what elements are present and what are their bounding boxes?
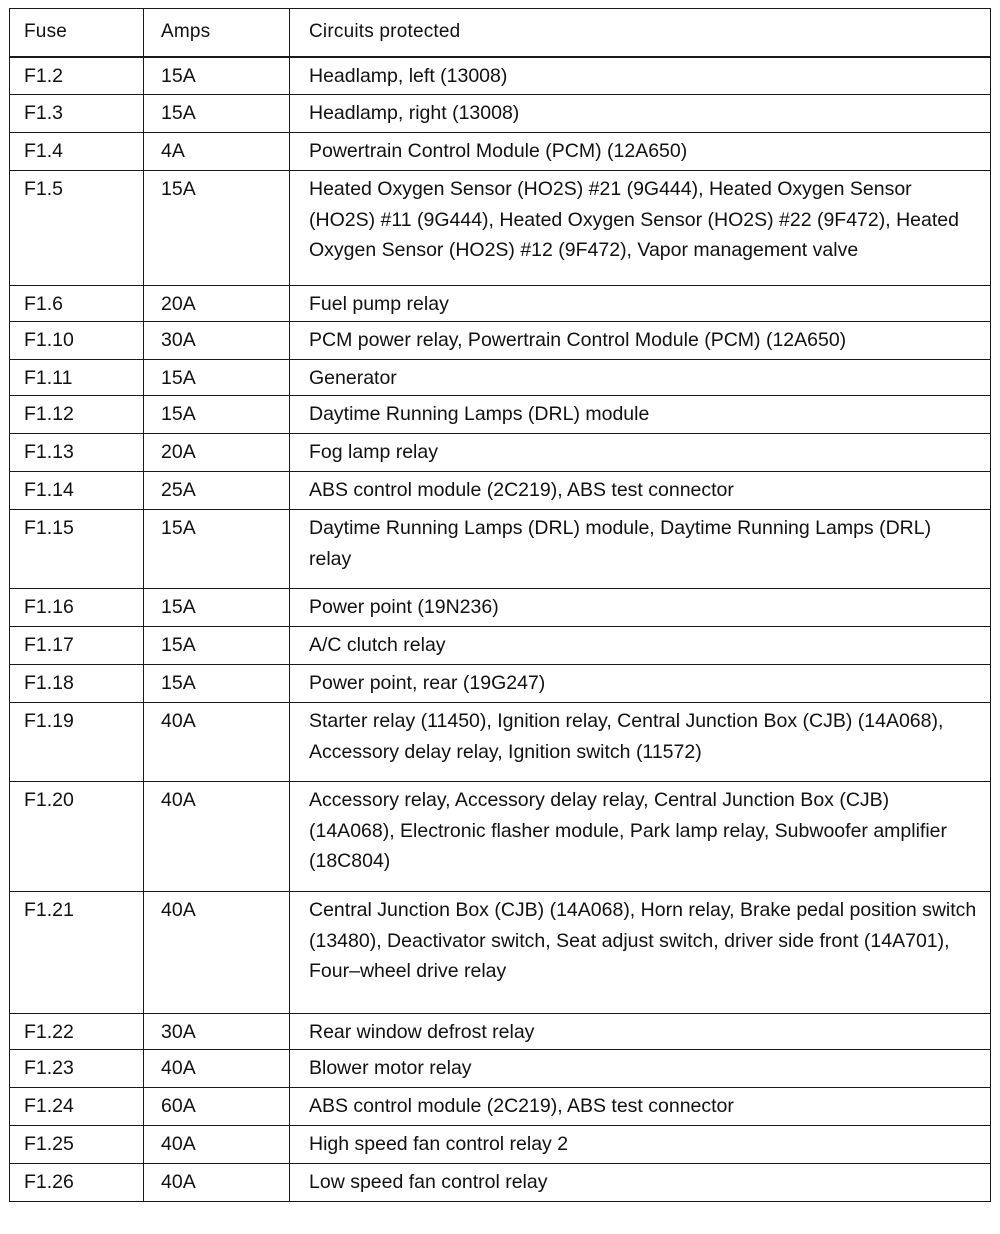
cell-circuits: Starter relay (11450), Ignition relay, Central Junction Box (CJB) (14A068), Accessory delay relay, Ignition switch (11572) (290, 703, 991, 782)
cell-circuits: Power point (19N236) (290, 589, 991, 627)
cell-amps: 40A (144, 703, 290, 782)
cell-fuse: F1.26 (10, 1164, 144, 1202)
cell-circuits: Low speed fan control relay (290, 1164, 991, 1202)
cell-fuse: F1.3 (10, 95, 144, 133)
cell-amps: 40A (144, 892, 290, 1014)
cell-circuits: Heated Oxygen Sensor (HO2S) #21 (9G444), Heated Oxygen Sensor (HO2S) #11 (9G444), Heated Oxygen Sensor (HO2S) #22 (9F472), Heated Oxygen Sensor (HO2S) #12 (9F472), Vapor management valve (290, 171, 991, 286)
table-row (10, 1126, 991, 1164)
cell-amps: 20A (144, 434, 290, 472)
cell-amps: 15A (144, 360, 290, 396)
cell-amps: 60A (144, 1088, 290, 1126)
header-circuits: Circuits protected (290, 9, 991, 57)
table-row (10, 286, 991, 322)
header-amps: Amps (144, 9, 290, 57)
header-row (10, 9, 991, 57)
cell-circuits: Blower motor relay (290, 1050, 991, 1088)
cell-fuse: F1.18 (10, 665, 144, 703)
cell-fuse: F1.24 (10, 1088, 144, 1126)
table-row (10, 589, 991, 627)
table-row (10, 627, 991, 665)
cell-fuse: F1.14 (10, 472, 144, 510)
cell-fuse: F1.15 (10, 510, 144, 589)
cell-circuits: Headlamp, left (13008) (290, 57, 991, 95)
table-row (10, 1050, 991, 1088)
cell-circuits: Daytime Running Lamps (DRL) module (290, 396, 991, 434)
cell-amps: 15A (144, 627, 290, 665)
cell-fuse: F1.10 (10, 322, 144, 360)
table-row (10, 703, 991, 782)
cell-amps: 40A (144, 1050, 290, 1088)
cell-amps: 15A (144, 665, 290, 703)
cell-circuits: Accessory relay, Accessory delay relay, Central Junction Box (CJB) (14A068), Electronic flasher module, Park lamp relay, Subwoofer amplifier (18C804) (290, 782, 991, 892)
table-row (10, 1164, 991, 1202)
table-row (10, 396, 991, 434)
cell-amps: 20A (144, 286, 290, 322)
table-row (10, 322, 991, 360)
cell-fuse: F1.23 (10, 1050, 144, 1088)
cell-circuits: Daytime Running Lamps (DRL) module, Daytime Running Lamps (DRL) relay (290, 510, 991, 589)
cell-amps: 15A (144, 510, 290, 589)
table-row (10, 665, 991, 703)
cell-circuits: Power point, rear (19G247) (290, 665, 991, 703)
cell-fuse: F1.21 (10, 892, 144, 1014)
table-header (10, 9, 991, 57)
cell-circuits: PCM power relay, Powertrain Control Module (PCM) (12A650) (290, 322, 991, 360)
cell-fuse: F1.4 (10, 133, 144, 171)
cell-circuits: High speed fan control relay 2 (290, 1126, 991, 1164)
cell-fuse: F1.25 (10, 1126, 144, 1164)
cell-fuse: F1.13 (10, 434, 144, 472)
cell-fuse: F1.2 (10, 57, 144, 95)
cell-circuits: Generator (290, 360, 991, 396)
cell-circuits: Headlamp, right (13008) (290, 95, 991, 133)
header-fuse: Fuse (10, 9, 144, 57)
table-row (10, 782, 991, 892)
cell-circuits: Rear window defrost relay (290, 1014, 991, 1050)
cell-fuse: F1.19 (10, 703, 144, 782)
table-row (10, 360, 991, 396)
cell-amps: 30A (144, 322, 290, 360)
cell-circuits: Central Junction Box (CJB) (14A068), Horn relay, Brake pedal position switch (13480), Deactivator switch, Seat adjust switch, driver side front (14A701), Four–wheel drive relay (290, 892, 991, 1014)
cell-fuse: F1.20 (10, 782, 144, 892)
cell-fuse: F1.22 (10, 1014, 144, 1050)
cell-circuits: ABS control module (2C219), ABS test connector (290, 472, 991, 510)
cell-amps: 15A (144, 57, 290, 95)
fuse-table (9, 8, 991, 1202)
cell-amps: 30A (144, 1014, 290, 1050)
table-row (10, 57, 991, 95)
cell-fuse: F1.16 (10, 589, 144, 627)
cell-fuse: F1.5 (10, 171, 144, 286)
cell-circuits: Powertrain Control Module (PCM) (12A650) (290, 133, 991, 171)
cell-amps: 15A (144, 95, 290, 133)
table-row (10, 510, 991, 589)
cell-fuse: F1.11 (10, 360, 144, 396)
cell-circuits: Fog lamp relay (290, 434, 991, 472)
cell-circuits: A/C clutch relay (290, 627, 991, 665)
table-row (10, 1014, 991, 1050)
table-row (10, 133, 991, 171)
cell-circuits: ABS control module (2C219), ABS test connector (290, 1088, 991, 1126)
cell-amps: 15A (144, 589, 290, 627)
table-row (10, 472, 991, 510)
cell-amps: 40A (144, 782, 290, 892)
cell-amps: 25A (144, 472, 290, 510)
cell-amps: 15A (144, 171, 290, 286)
cell-fuse: F1.6 (10, 286, 144, 322)
table-row (10, 171, 991, 286)
cell-amps: 4A (144, 133, 290, 171)
cell-amps: 15A (144, 396, 290, 434)
table-row (10, 892, 991, 1014)
table-body (10, 57, 991, 1202)
cell-amps: 40A (144, 1126, 290, 1164)
table-row (10, 1088, 991, 1126)
table-row (10, 95, 991, 133)
cell-circuits: Fuel pump relay (290, 286, 991, 322)
cell-amps: 40A (144, 1164, 290, 1202)
table-row (10, 434, 991, 472)
cell-fuse: F1.17 (10, 627, 144, 665)
cell-fuse: F1.12 (10, 396, 144, 434)
